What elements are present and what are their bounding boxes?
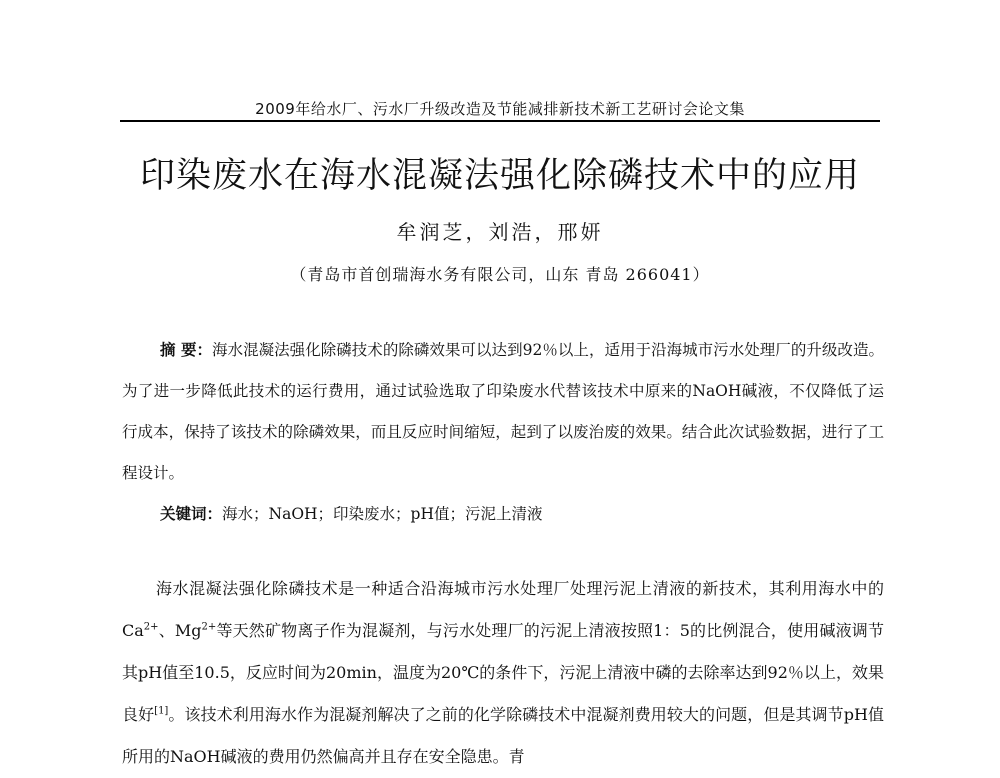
abstract-text: 海水混凝法强化除磷技术的除磷效果可以达到92％以上，适用于沿海城市污水处理厂的升级改造。为了进一步降低此技术的运行费用，通过试验选取了印染废水代替该技术中原来的NaOH碱液，不仅降低了运行成本，保持了该技术的除磷效果，而且反应时间缩短，起到了以废治废的效果。结合此次试验数据，进行了工程设计。 (122, 341, 884, 482)
body-text-a: 海水混凝法强化除磷技术是一种适合沿海城市污水处理厂处理污泥上清液的新技术，其利用海水中的Ca (122, 579, 884, 640)
body-text-d: 。该技术利用海水作为混凝剂解决了之前的化学除磷技术中混凝剂费用较大的问题，但是其调节pH值所用的NaOH碱液的费用仍然偏高并且存在安全隐患。青 (122, 705, 884, 766)
abstract-label: 摘 要： (160, 341, 213, 359)
abstract-paragraph (122, 330, 884, 494)
keywords-paragraph (122, 494, 884, 535)
citation-ref: [1] (154, 705, 169, 717)
author-affiliation: （青岛市首创瑞海水务有限公司，山东 青岛 266041） (290, 265, 710, 284)
mg-charge: 2+ (201, 621, 217, 633)
body-text-b: 、Mg (158, 621, 202, 640)
article-title: 印染废水在海水混凝法强化除磷技术中的应用 (139, 156, 860, 196)
abstract-section (122, 330, 884, 535)
running-header: 2009年给水厂、污水厂升级改造及节能减排新技术新工艺研讨会论文集 (255, 100, 745, 118)
author-list: 牟润芝，刘浩，邢妍 (396, 220, 604, 244)
header-rule (120, 120, 880, 122)
body-section (122, 568, 884, 778)
body-paragraph (122, 568, 884, 778)
body-text-c: 等天然矿物离子作为混凝剂，与污水处理厂的污泥上清液按照1：5的比例混合，使用碱液调节其pH值至10.5，反应时间为20min，温度为20℃的条件下，污泥上清液中磷的去除率达到92％以上，效果良好 (122, 621, 884, 724)
ca-charge: 2+ (143, 621, 159, 633)
keywords-label: 关键词： (160, 505, 223, 523)
keywords-text: 海水；NaOH；印染废水；pH值；污泥上清液 (222, 505, 543, 523)
